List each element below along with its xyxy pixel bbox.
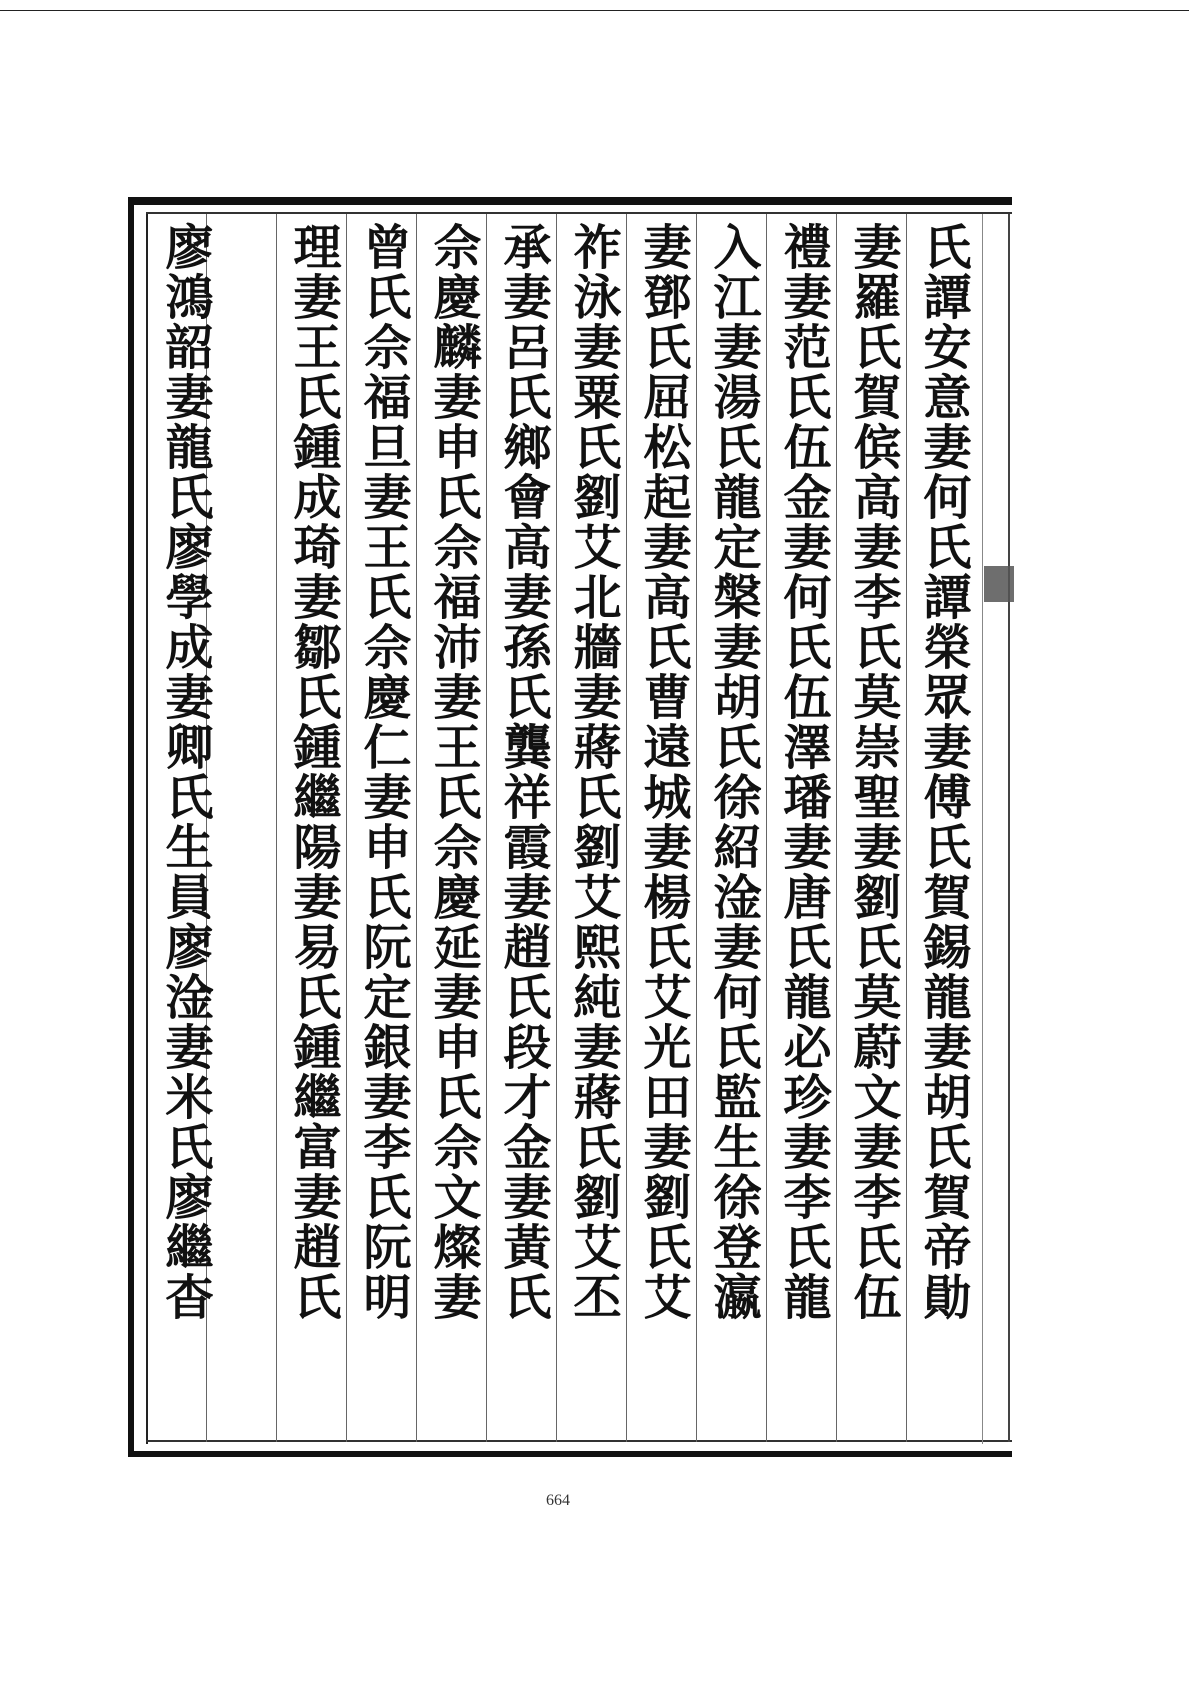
page-tab-mark bbox=[984, 566, 1014, 602]
text-column-8: 佘慶麟妻申氏佘福沛妻王氏佘慶延妻申氏佘文燦妻 bbox=[425, 222, 481, 1322]
text-column-7: 承妻呂氏鄉會高妻孫氏龔祥霞妻趙氏段才金妻黃氏 bbox=[495, 222, 551, 1322]
text-column-9: 曾氏佘福旦妻王氏佘慶仁妻申氏阮定銀妻李氏阮明 bbox=[355, 222, 411, 1322]
text-column-6: 祚泳妻粟氏劉艾北牆妻蔣氏劉艾熙純妻蔣氏劉艾丕 bbox=[565, 222, 621, 1322]
text-column-3: 禮妻范氏伍金妻何氏伍澤璠妻唐氏龍必珍妻李氏龍 bbox=[775, 222, 831, 1322]
text-column-11: 廖鴻韶妻龍氏廖學成妻卿氏生員廖淦妻米氏廖繼杳 bbox=[157, 222, 213, 1322]
outer-right-rule bbox=[982, 214, 983, 1444]
text-column-5: 妻鄧氏屈松起妻高氏曹遠城妻楊氏艾光田妻劉氏艾 bbox=[635, 222, 691, 1322]
text-column-4: 入江妻湯氏龍定槃妻胡氏徐紹淦妻何氏監生徐登瀛 bbox=[705, 222, 761, 1322]
text-column-2: 妻羅氏賀傧高妻李氏莫崇聖妻劉氏莫蔚文妻李氏伍 bbox=[845, 222, 901, 1322]
text-column-10: 理妻王氏鍾成琦妻鄒氏鍾繼陽妻易氏鍾繼富妻趙氏 bbox=[285, 222, 341, 1322]
right-rule bbox=[1008, 214, 1010, 1442]
inner-left-border bbox=[146, 214, 148, 1444]
column-divider bbox=[276, 214, 277, 1442]
text-column-1: 氏譚安意妻何氏譚榮眾妻傅氏賀錫龍妻胡氏賀帝勛 bbox=[915, 222, 971, 1322]
page-number: 664 bbox=[546, 1492, 570, 1509]
top-rule bbox=[0, 10, 1189, 11]
